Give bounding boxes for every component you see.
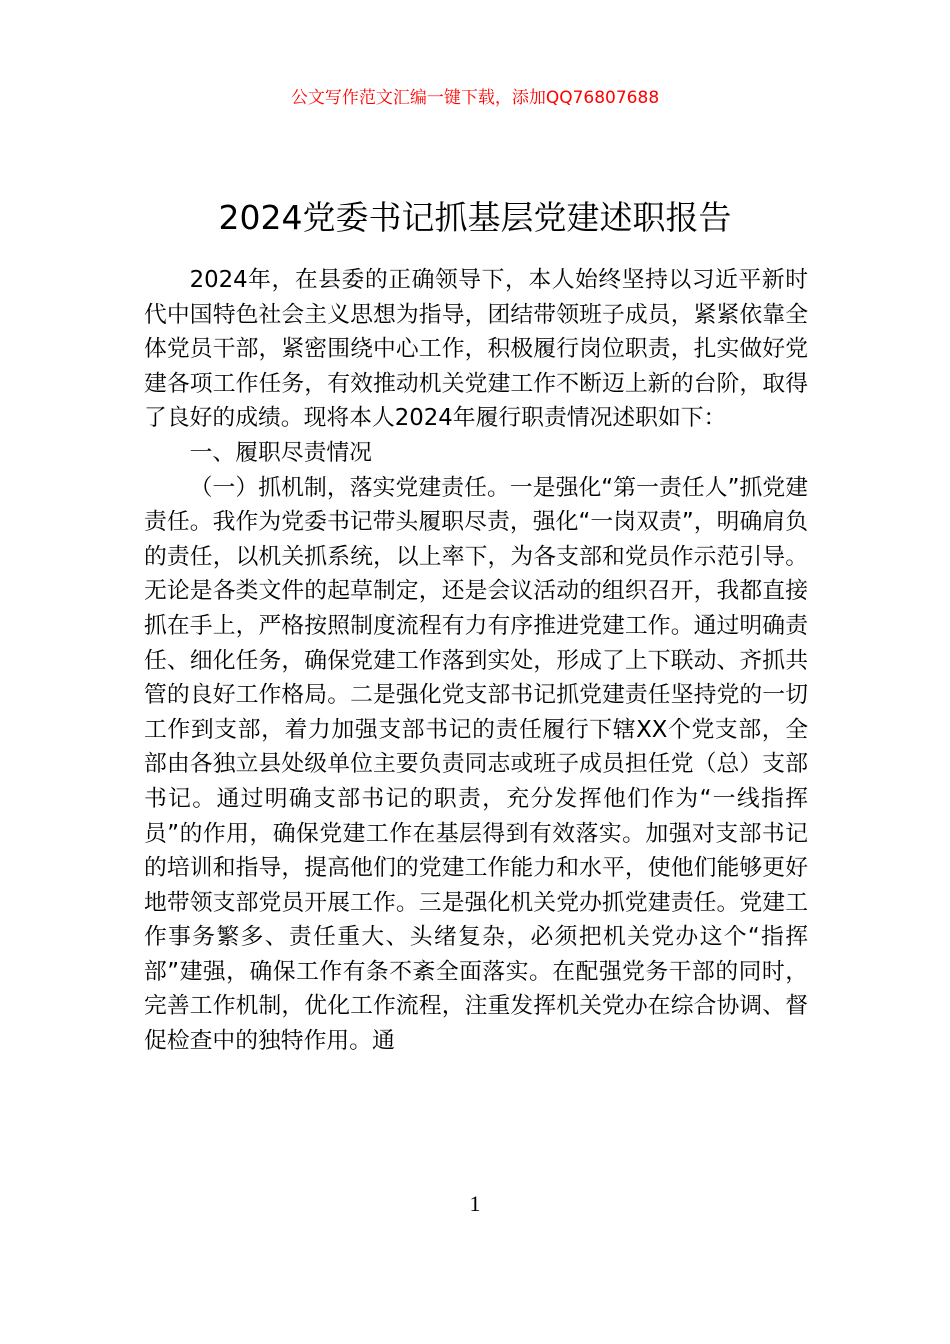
document-body	[144, 263, 808, 1059]
section-paragraph: （一）抓机制，落实党建责任。一是强化“第一责任人”抓党建责任。我作为党委书记带头履职尽责，强化“一岗双责”，明确肩负的责任，以机关抓系统，以上率下，为各支部和党员作示范引导。无论是各类文件的起草制定，还是会议活动的组织召开，我都直接抓在手上，严格按照制度流程有力有序推进党建工作。通过明确责任、细化任务，确保党建工作落到实处，形成了上下联动、齐抓共管的良好工作格局。二是强化党支部书记抓党建责任坚持党的一切工作到支部，着力加强支部书记的责任履行下辖XX个党支部，全部由各独立县处级单位主要负责同志或班子成员担任党（总）支部书记。通过明确支部书记的职责，充分发挥他们作为“一线指挥员”的作用，确保党建工作在基层得到有效落实。加强对支部书记的培训和指导，提高他们的党建工作能力和水平，使他们能够更好地带领支部党员开展工作。三是强化机关党办抓党建责任。党建工作事务繁多、责任重大、头绪复杂，必须把机关党办这个“指挥部”建强，确保工作有条不紊全面落实。在配强党务干部的同时，完善工作机制，优化工作流程，注重发挥机关党办在综合协调、督促检查中的独特作用。通	[144, 474, 808, 1055]
page-number: 1	[469, 1191, 481, 1216]
download-notice: 公文写作范文汇编一键下载，添加QQ76807688	[290, 88, 660, 108]
intro-paragraph: 2024年，在县委的正确领导下，本人始终坚持以习近平新时代中国特色社会主义思想为指导，团结带领班子成员，紧紧依靠全体党员干部，紧密围绕中心工作，积极履行岗位职责，扎实做好党建各项工作任务，有效推动机关党建工作不断迈上新的台阶，取得了良好的成绩。现将本人2024年履行职责情况述职如下：	[144, 267, 808, 432]
document-title: 2024党委书记抓基层党建述职报告	[218, 198, 732, 238]
section-heading: 一、履职尽责情况	[189, 439, 372, 466]
